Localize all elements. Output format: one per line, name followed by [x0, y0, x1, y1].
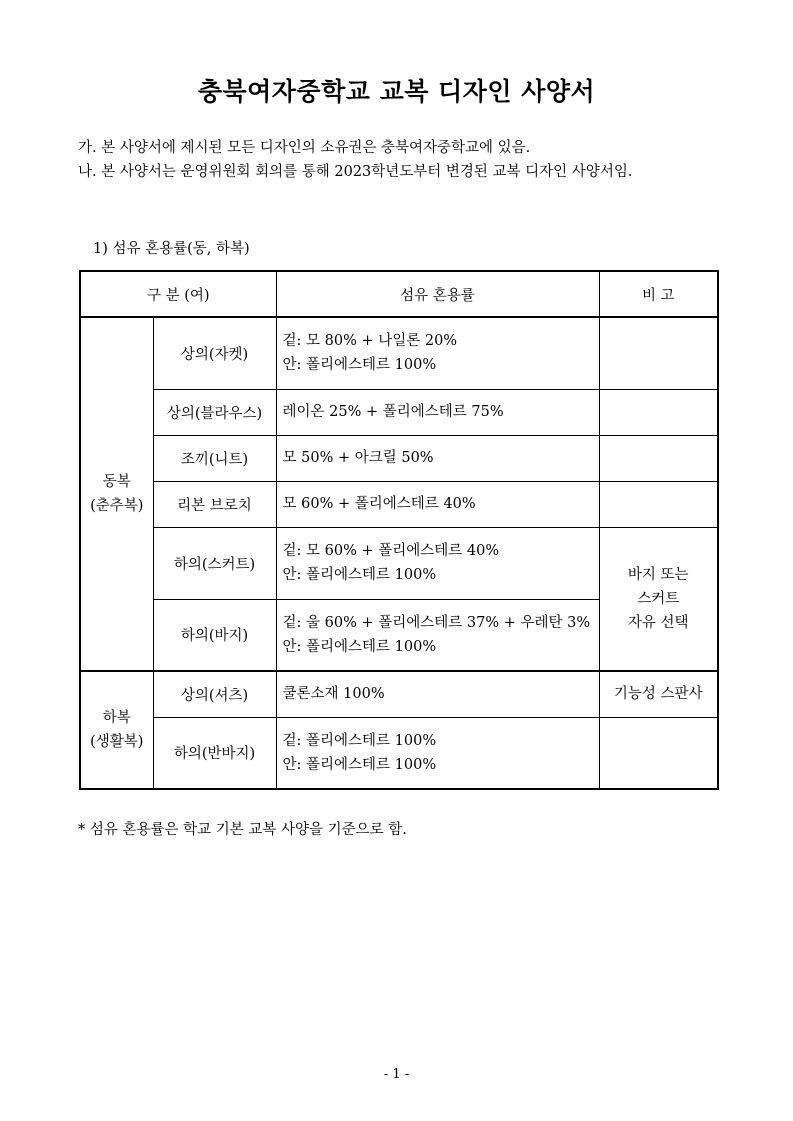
remark-bottoms: [599, 527, 718, 671]
footnote: * 섬유 혼용률은 학교 기본 교복 사양을 기준으로 함.: [78, 822, 407, 838]
category-winter-sub: (춘추복): [90, 498, 144, 514]
table-row: [80, 389, 718, 435]
remark-empty: [599, 481, 718, 527]
fiber-line: 겉: 울 60% + 폴리에스테르 37% + 우레탄 3%: [282, 614, 591, 631]
table-header-row: [80, 271, 718, 317]
fiber-line: 겉: 모 60% + 폴리에스테르 40%: [282, 543, 500, 559]
item-vest: 조끼(니트): [153, 435, 276, 481]
remark-empty: [599, 435, 718, 481]
category-winter-label: 동복: [102, 474, 131, 490]
category-summer-sub: (생활복): [90, 734, 144, 750]
remark-line: 자유 선택: [627, 614, 689, 631]
remark-empty: [599, 317, 718, 389]
header-category: 구 분 (여): [80, 271, 276, 317]
table-row: [80, 435, 718, 481]
fiber-pants: [276, 599, 599, 671]
fiber-shirt: 쿨론소재 100%: [276, 671, 599, 717]
item-blouse: 상의(블라우스): [153, 389, 276, 435]
category-winter: [80, 317, 153, 671]
remark-line: 바지 또는: [627, 566, 689, 583]
item-ribbon: 리본 브로치: [153, 481, 276, 527]
category-summer: [80, 671, 153, 789]
table-row: [80, 671, 718, 717]
table-row: [80, 481, 718, 527]
remark-line: 스커트: [637, 590, 680, 607]
table-row: [80, 717, 718, 789]
fiber-line: 겉: 폴리에스테르 100%: [282, 732, 437, 749]
fiber-line: 안: 폴리에스테르 100%: [282, 638, 437, 655]
section-title: 1) 섬유 혼용률(동, 하복): [93, 241, 250, 257]
table-row: [80, 527, 718, 599]
note-ownership: 가. 본 사양서에 제시된 모든 디자인의 소유권은 충북여자중학교에 있음.: [78, 140, 531, 156]
fiber-shorts: [276, 717, 599, 789]
fiber-ribbon: 모 60% + 폴리에스테르 40%: [276, 481, 599, 527]
note-revision: 나. 본 사양서는 운영위원회 회의를 통해 2023학년도부터 변경된 교복 디자인 사양서임.: [78, 164, 633, 180]
category-summer-label: 하복: [102, 710, 131, 726]
header-fiber: 섬유 혼용률: [276, 271, 599, 317]
item-shirt: 상의(셔츠): [153, 671, 276, 717]
remark-empty: [599, 389, 718, 435]
fiber-composition-table: [79, 270, 719, 790]
fiber-line: 안: 폴리에스테르 100%: [282, 357, 437, 374]
table-row: [80, 317, 718, 389]
page-number: - 1 -: [383, 1067, 410, 1082]
fiber-line: 겉: 모 80% + 나일론 20%: [282, 333, 458, 350]
document-title: 충북여자중학교 교복 디자인 사양서: [197, 77, 596, 106]
fiber-jacket: [276, 317, 599, 389]
fiber-blouse: 레이온 25% + 폴리에스테르 75%: [276, 389, 599, 435]
fiber-line: 안: 폴리에스테르 100%: [282, 756, 437, 773]
remark-empty: [599, 717, 718, 789]
header-remark: 비 고: [599, 271, 718, 317]
item-jacket: 상의(자켓): [153, 317, 276, 389]
fiber-line: 안: 폴리에스테르 100%: [282, 567, 437, 583]
item-pants: 하의(바지): [153, 599, 276, 671]
fiber-skirt: [276, 527, 599, 599]
remark-shirt: 기능성 스판사: [599, 671, 718, 717]
item-skirt: 하의(스커트): [153, 527, 276, 599]
fiber-vest: 모 50% + 아크릴 50%: [276, 435, 599, 481]
item-shorts: 하의(반바지): [153, 717, 276, 789]
